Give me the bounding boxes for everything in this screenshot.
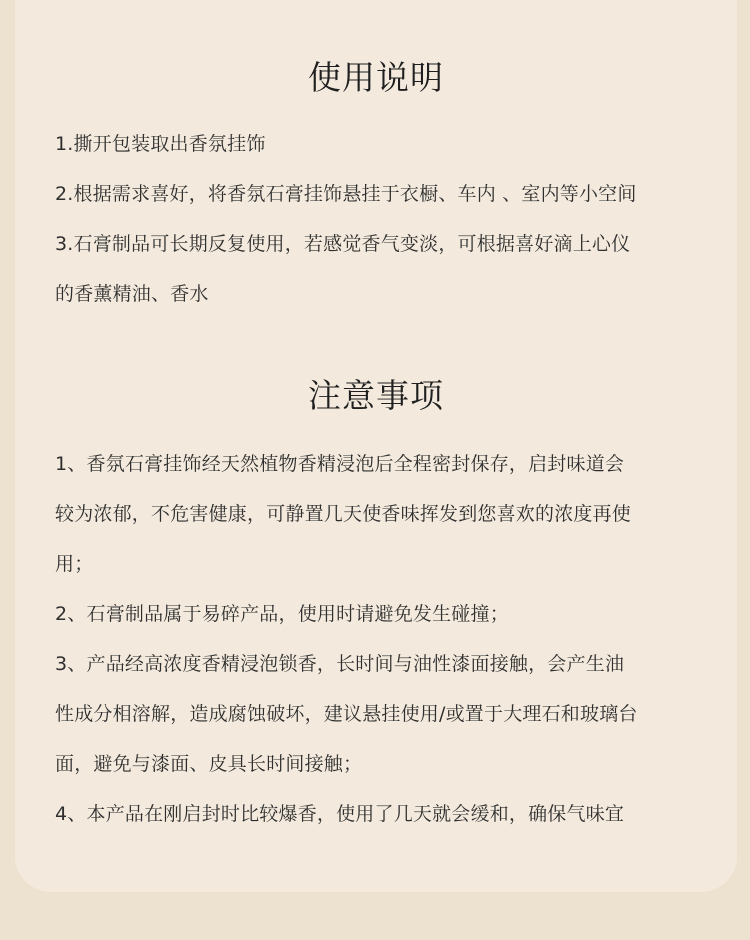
notes-line-5: 3、产品经高浓度香精浸泡锁香，长时间与油性漆面接触，会产生油: [55, 653, 625, 675]
notes-line-8: 4、本产品在刚启封时比较爆香，使用了几天就会缓和，确保气味宜: [55, 803, 625, 825]
notes-title: 注意事项: [308, 376, 444, 415]
notes-line-4: 2、石膏制品属于易碎产品，使用时请避免发生碰撞；: [55, 603, 509, 625]
usage-line-1: 1.撕开包装取出香氛挂饰: [55, 133, 266, 155]
usage-line-3: 3.石膏制品可长期反复使用，若感觉香气变淡，可根据喜好滴上心仪: [55, 233, 631, 255]
notes-line-1: 1、香氛石膏挂饰经天然植物香精浸泡后全程密封保存，启封味道会: [55, 453, 625, 475]
notes-line-7: 面，避免与漆面、皮具长时间接触；: [55, 753, 363, 775]
notes-line-2: 较为浓郁，不危害健康，可静置几天使香味挥发到您喜欢的浓度再使: [55, 503, 632, 525]
usage-line-4: 的香薰精油、香水: [55, 283, 209, 305]
notes-line-6: 性成分相溶解，造成腐蚀破坏，建议悬挂使用/或置于大理石和玻璃台: [55, 703, 638, 725]
usage-line-2: 2.根据需求喜好，将香氛石膏挂饰悬挂于衣橱、车内 、室内等小空间: [55, 183, 637, 205]
notes-line-3: 用；: [55, 553, 94, 575]
instructions-card: [15, 0, 737, 892]
usage-title: 使用说明: [308, 58, 444, 97]
